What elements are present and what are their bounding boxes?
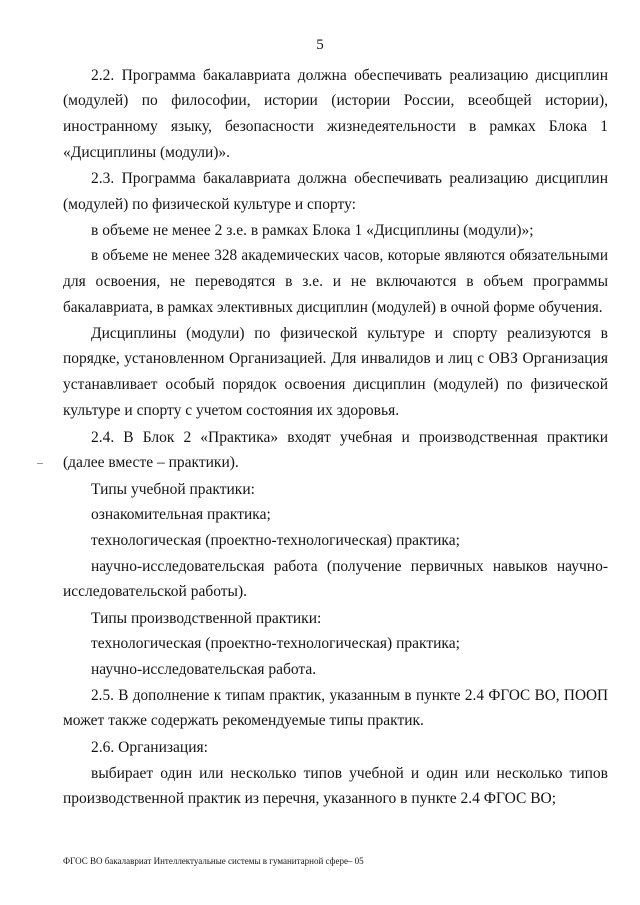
text-line: научно-исследовательская работа (получение первичных навыков научно- xyxy=(91,558,608,575)
page-number: 5 xyxy=(316,37,324,53)
text-line: Типы учебной практики: xyxy=(91,481,255,498)
text-line: Типы производственной практики: xyxy=(91,610,322,627)
text-line: иностранному языку, безопасности жизнедеятельности в рамках Блока 1 xyxy=(63,118,608,135)
text-line: 2.2. Программа бакалавриата должна обеспечивать реализацию дисциплин xyxy=(91,67,608,84)
text-line: для освоения, не переводятся в з.е. и не включаются в объем программы xyxy=(63,273,608,290)
text-line: Дисциплины (модули) по физической культуре и спорту реализуются в xyxy=(91,325,608,342)
text-line: выбирает один или несколько типов учебной и один или несколько типов xyxy=(91,765,608,782)
text-line: производственной практик из перечня, указанного в пункте 2.4 ФГОС ВО; xyxy=(63,790,557,807)
text-line: может также содержать рекомендуемые типы практик. xyxy=(63,712,424,729)
text-line: научно-исследовательская работа. xyxy=(91,661,317,678)
text-line: (далее вместе – практики). xyxy=(63,454,239,471)
text-line: технологическая (проектно-технологическая) практика; xyxy=(91,532,460,549)
page-footer: ФГОС ВО бакалавриат Интеллектуальные системы в гуманитарной сфере– 05 xyxy=(63,856,364,866)
text-line: исследовательской работы). xyxy=(63,583,247,600)
text-line: в объеме не менее 328 академических часов, которые являются обязательными xyxy=(91,247,608,264)
text-line: «Дисциплины (модули)». xyxy=(63,144,231,161)
text-line: в объеме не менее 2 з.е. в рамках Блока 1 «Дисциплины (модули)»; xyxy=(91,222,534,239)
text-line: технологическая (проектно-технологическая) практика; xyxy=(91,635,460,652)
text-line: (модулей) по физической культуре и спорту: xyxy=(63,196,356,213)
text-line: 2.5. В дополнение к типам практик, указанным в пункте 2.4 ФГОС ВО, ПООП xyxy=(91,687,608,704)
text-line: 2.3. Программа бакалавриата должна обеспечивать реализацию дисциплин xyxy=(91,170,608,187)
text-line: бакалавриата, в рамках элективных дисциплин (модулей) в очной форме обучения. xyxy=(63,299,603,316)
text-line: культуре и спорту с учетом состояния их здоровья. xyxy=(63,402,400,419)
text-line: (модулей) по философии, истории (истории России, всеобщей истории), xyxy=(63,92,608,109)
margin-mark xyxy=(37,463,43,464)
text-line: 2.4. В Блок 2 «Практика» входят учебная и производственная практики xyxy=(91,429,608,446)
text-line: 2.6. Организация: xyxy=(91,739,208,756)
text-line: устанавливает особый порядок освоения дисциплин (модулей) по физической xyxy=(63,376,608,393)
text-line: ознакомительная практика; xyxy=(91,506,271,523)
text-line: порядке, установленном Организацией. Для инвалидов и лиц с ОВЗ Организация xyxy=(63,350,608,367)
